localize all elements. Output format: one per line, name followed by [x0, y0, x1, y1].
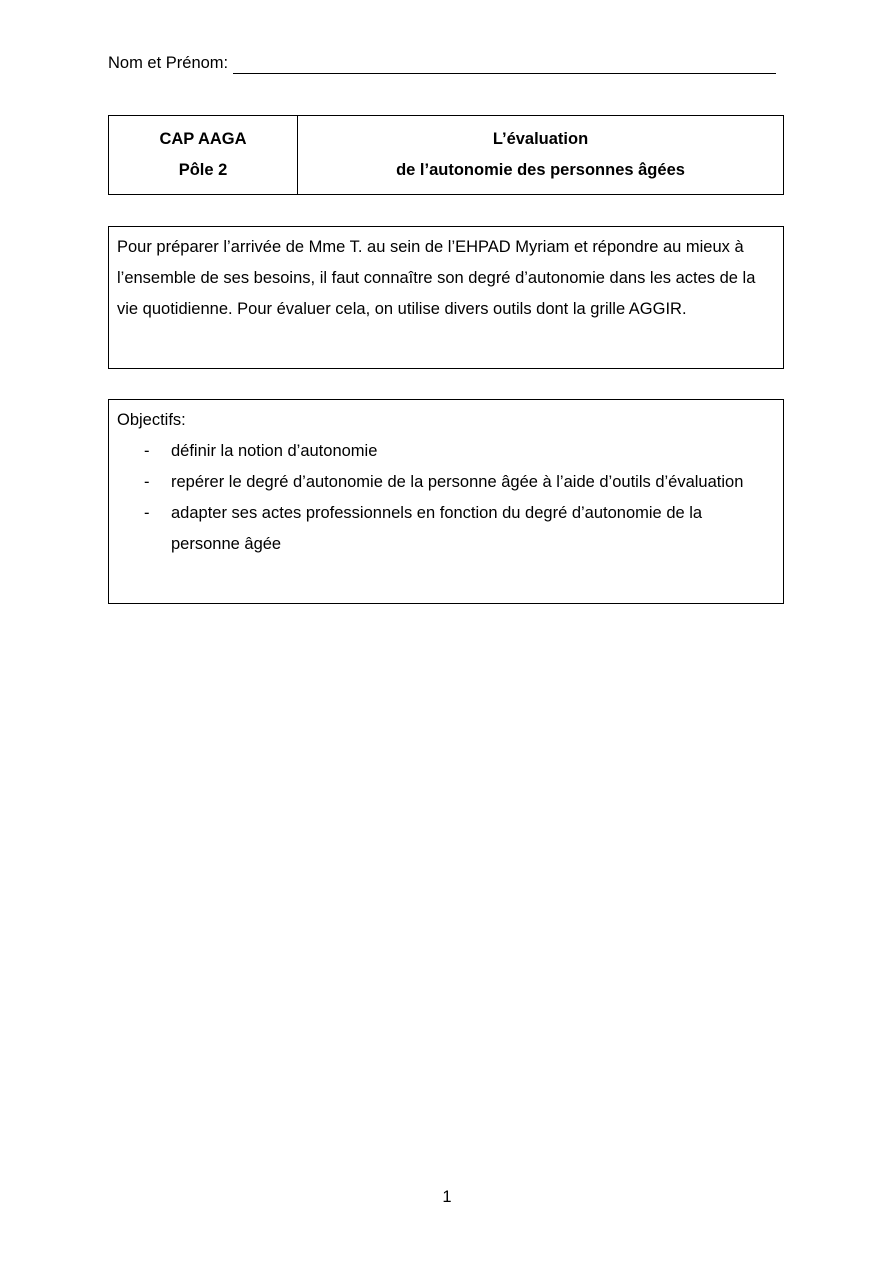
list-dash: -: [144, 504, 150, 522]
objective-text: adapter ses actes professionnels en fonction du degré d’autonomie de la personne âgée: [171, 504, 703, 553]
document-title-line-2: de l’autonomie des personnes âgées: [396, 161, 685, 179]
name-label: Nom et Prénom:: [108, 54, 229, 72]
title-table: [108, 115, 784, 195]
objective-text: repérer le degré d’autonomie de la personne âgée à l’aide d’outils d’évaluation: [171, 473, 744, 491]
page-number: 1: [442, 1188, 452, 1206]
course-cell: [109, 116, 298, 194]
name-field-line: [108, 52, 776, 74]
objectives-list: [117, 436, 775, 560]
objectives-title: Objectifs:: [117, 411, 186, 429]
document-title-line-1: L’évaluation: [492, 130, 589, 148]
list-dash: -: [144, 442, 150, 460]
pole-label: Pôle 2: [178, 161, 228, 179]
objective-text: définir la notion d’autonomie: [171, 442, 378, 460]
intro-text: Pour préparer l’arrivée de Mme T. au sein de l’EHPAD Myriam et répondre au mieux à l’ensemble de ses besoins, il faut connaître son degré d’autonomie dans les actes de la vie quotidienne. Pour évaluer cela, on utilise divers outils dont la grille AGGIR.: [117, 238, 756, 318]
objective-item: [117, 467, 775, 498]
objective-item: [117, 498, 775, 560]
intro-box: [108, 226, 784, 369]
title-cell: [298, 116, 783, 194]
course-name: CAP AAGA: [159, 130, 247, 148]
objectives-box: [108, 399, 784, 604]
list-dash: -: [144, 473, 150, 491]
objective-item: [117, 436, 775, 467]
name-blank-underline: [233, 54, 776, 74]
